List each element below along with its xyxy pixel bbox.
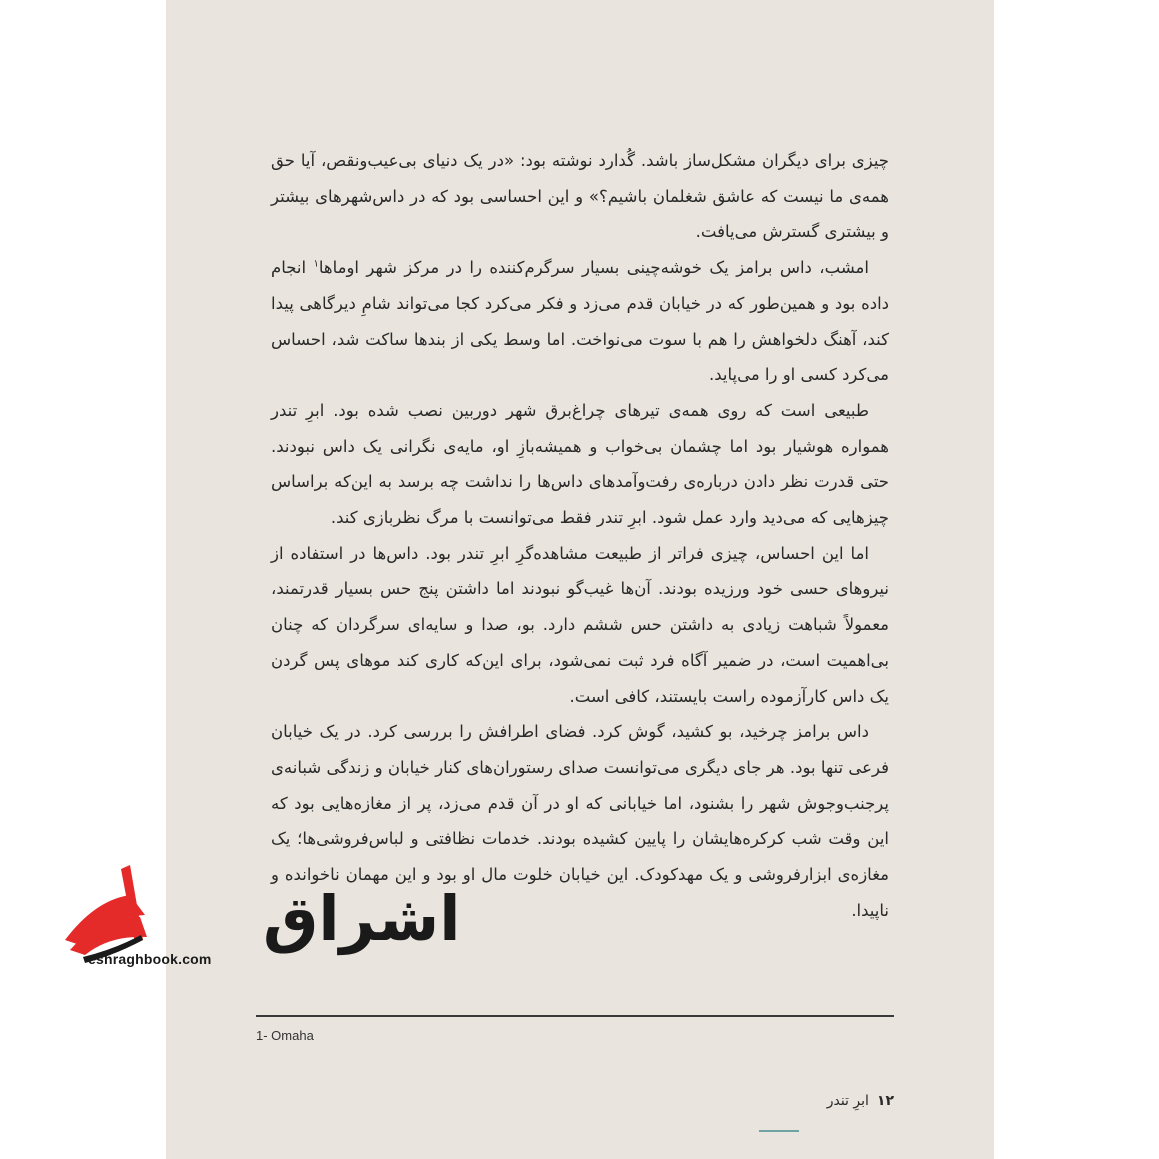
paragraph-4: اما این احساس، چیزی فراتر از طبیعت مشاهده‌گرِ ابرِ تندر بود. داس‌ها در استفاده از نیروهای حسی خود ورزیده بودند. آن‌ها غیب‌گو نبودند اما داشتن پنج حس بسیار قدرتمند، معمولاً شباهت زیادی به داشتن حس ششم دارد. بو، صدا و سایه‌ای سرگردان که چنان بی‌اهمیت است، در ضمیر آگاه فرد ثبت نمی‌شود، برای این‌که کاری کند موهای پس گردن یک داس کارآزموده راست بایستند، کافی است. [271, 543, 889, 706]
paragraph-2-part-2: انجام داده بود و همین‌طور که در خیابان قدم می‌زد و فکر می‌کرد کجا می‌تواند شامِ دیرگاهی پیدا کند، آهنگ دلخواهش را هم با سوت می‌نواخت. اما وسط یکی از بندها ساکت شد، احساس می‌کرد کسی او را می‌پاید. [271, 258, 889, 385]
page-number: ۱۲ [876, 1093, 894, 1109]
logo-url: eshraghbook.com [88, 951, 212, 967]
paragraph-5: داس برامز چرخید، بو کشید، گوش کرد. فضای اطرافش را بررسی کرد. در یک خیابان فرعی تنها بود. هر جای دیگری می‌توانست صدای رستوران‌های کنار خیابان و زندگی شبانه‌ی پرجنب‌وجوش شهر را بشنود، اما خیابانی که او در آن قدم می‌زد، پر از مغازه‌هایی بود که این وقت شب کرکره‌هایشان را پایین کشیده بودند. خدمات نظافتی و لباس‌فروشی‌ها؛ یک مغازه‌ی ابزارفروشی و یک مهدکودک. این خیابان خلوت مال او بود و این مهمان ناخوانده و ناپیدا. [271, 722, 889, 920]
paragraph-1: چیزی برای دیگران مشکل‌ساز باشد. گُدارد نوشته بود: «در یک دنیای بی‌عیب‌ونقص، آیا حق همه‌ی ما نیست که عاشق شغلمان باشیم؟» و این احساسی بود که در داس‌شهرهای بیشتر و بیشتری گسترش می‌یافت. [271, 151, 889, 242]
page-footer [827, 1093, 894, 1109]
open-book-icon [65, 865, 147, 963]
book-page [166, 0, 994, 1159]
paragraph-2 [271, 250, 889, 393]
footnote: 1- Omaha [256, 1028, 314, 1043]
footnote-divider [256, 1015, 894, 1017]
paragraph-2-part-1: امشب، داس برامز یک خوشه‌چینی بسیار سرگرم‌کننده را در مرکز شهر اوماها [318, 258, 869, 278]
footnote-marker: ۱ [313, 258, 319, 270]
paragraph-3: طبیعی است که روی همه‌ی تیرهای چراغ‌برق شهر دوربین نصب شده بود. ابرِ تندر همواره هوشیار بود اما چشمان بی‌خواب و همیشه‌بازِ او، مایه‌ی نگرانی یک داس نبودند. حتی قدرت نظر دادن درباره‌ی رفت‌وآمدهای داس‌ها را نداشت چه برسد به این‌که براساس چیزهایی که می‌دید وارد عمل شود. ابرِ تندر فقط می‌توانست با مرگ نظربازی کند. [271, 400, 889, 528]
logo-wordmark: اشراق [263, 882, 461, 955]
body-text [271, 143, 889, 928]
footer-accent-line [759, 1130, 799, 1132]
running-title: ابرِ تندر [826, 1093, 869, 1109]
